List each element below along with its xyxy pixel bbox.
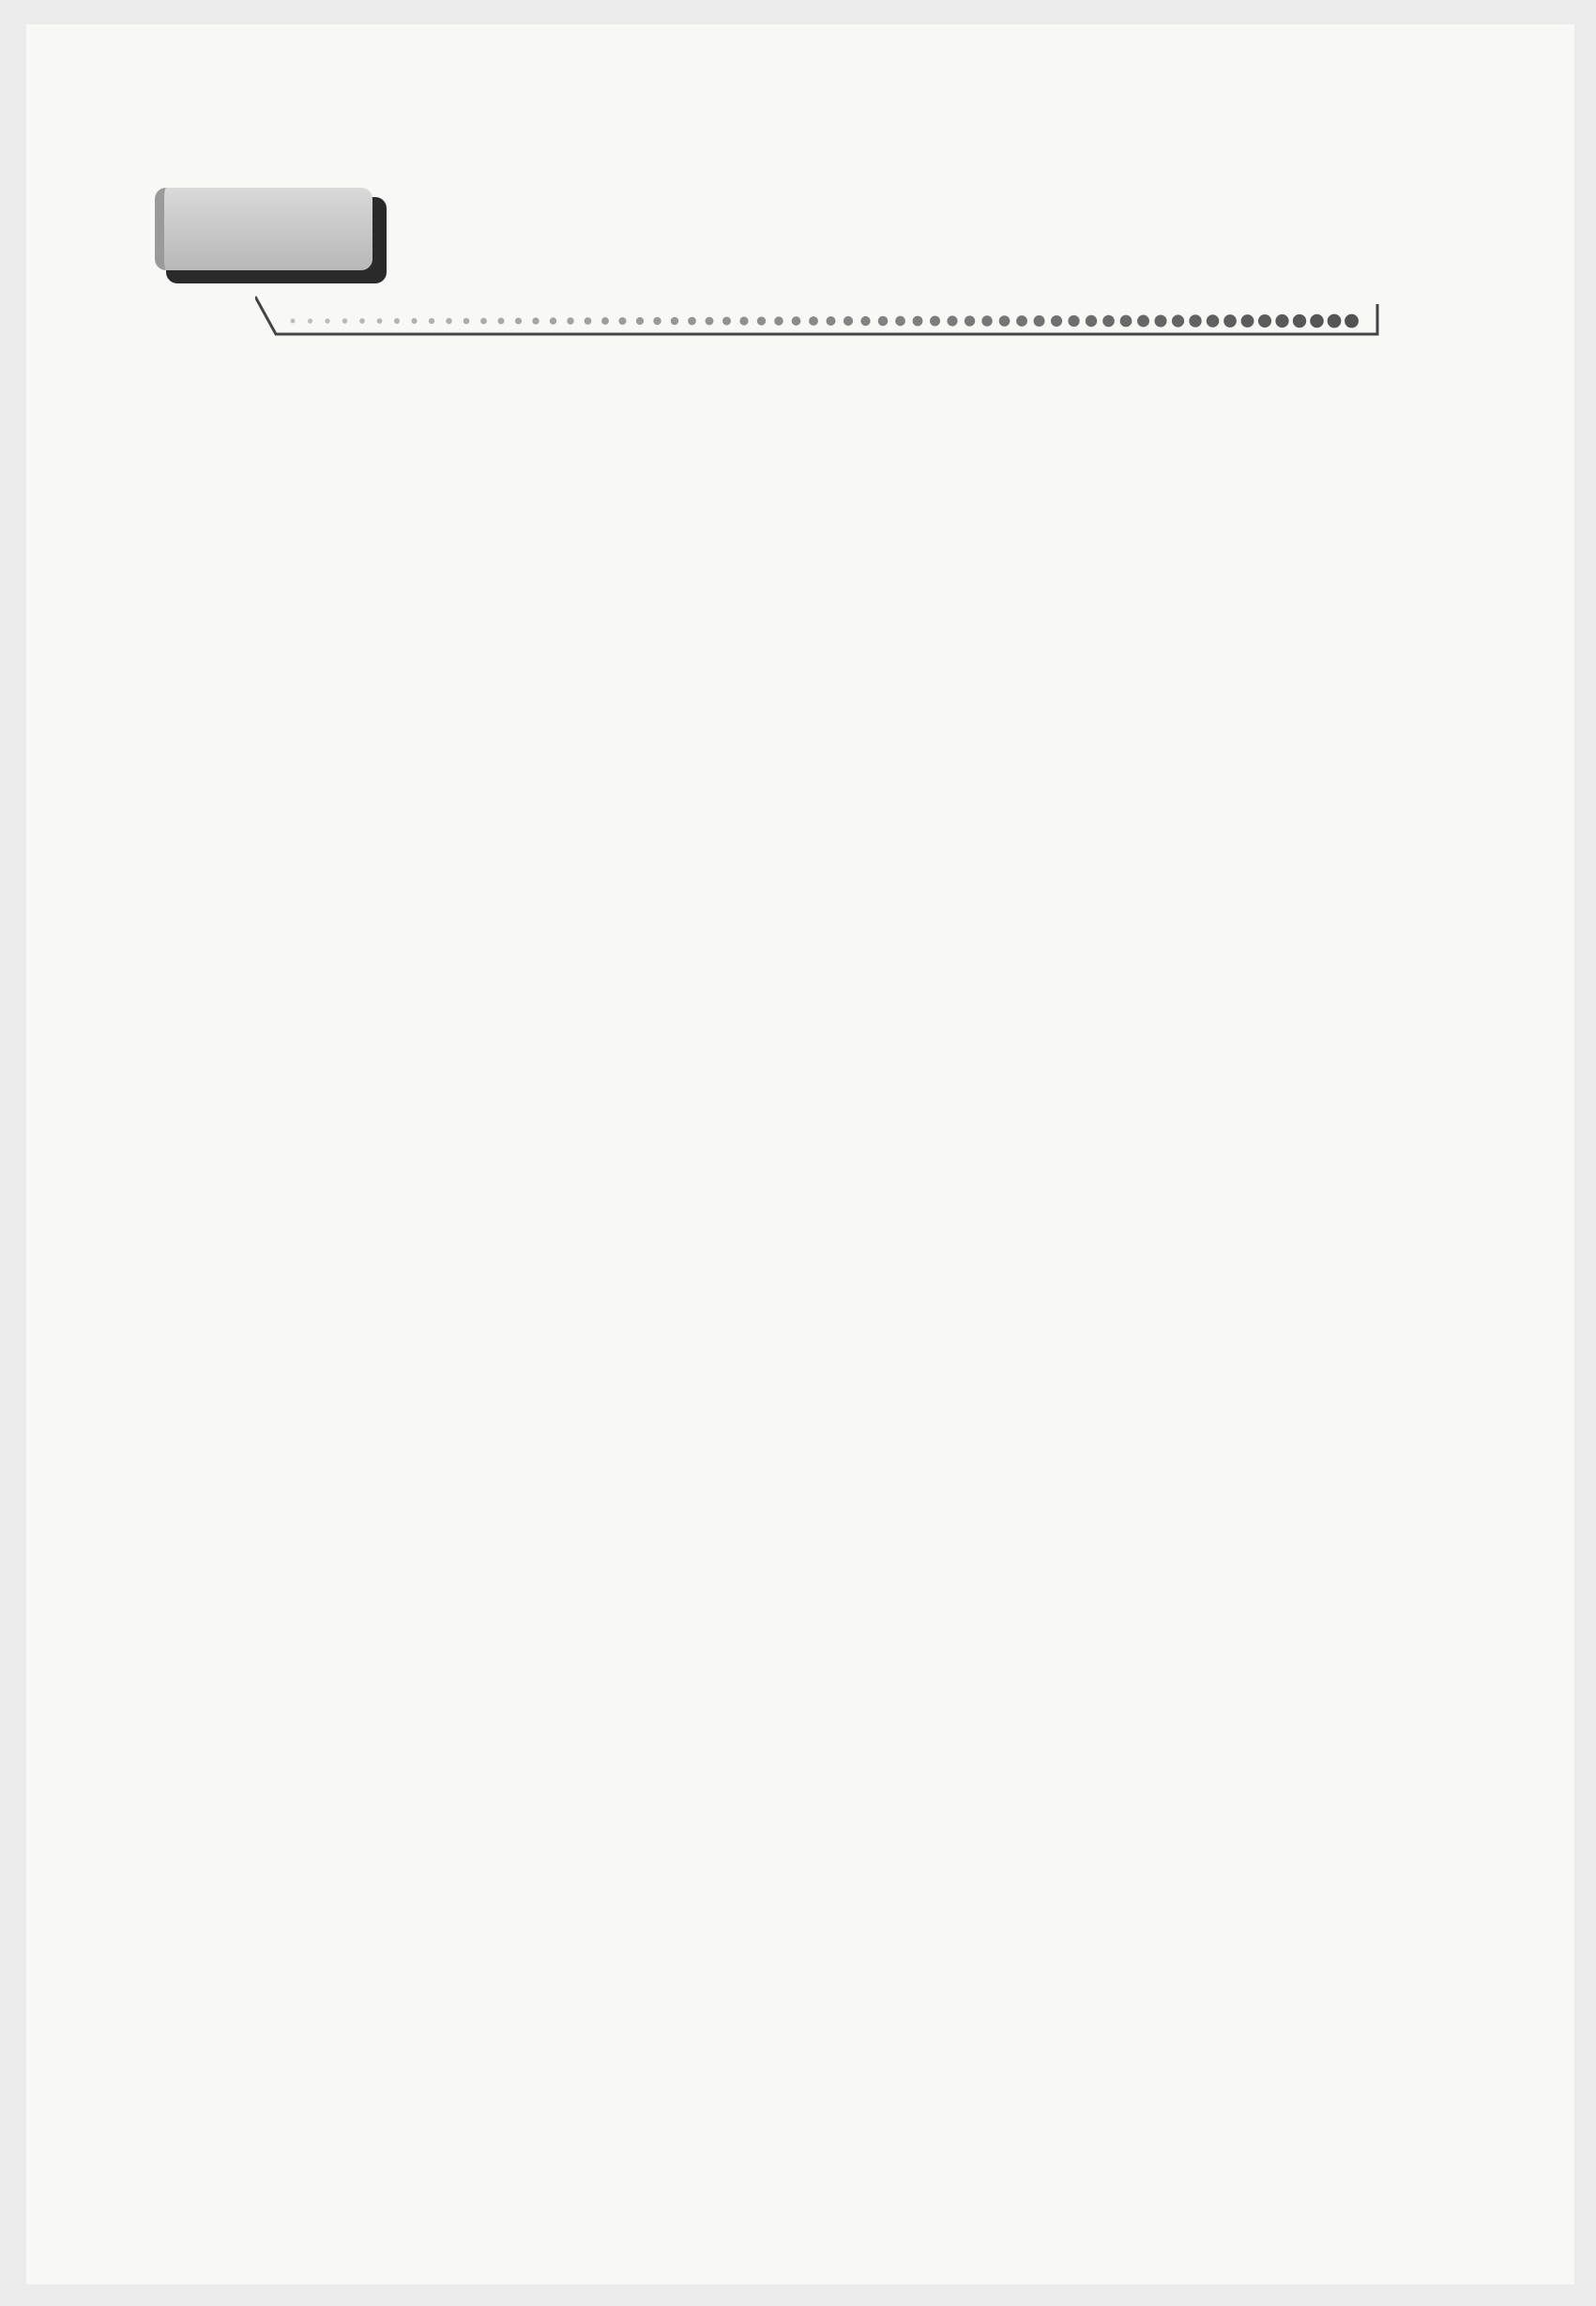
word-item [54,612,75,646]
divider-dot [1207,314,1220,328]
divider-dot [291,319,296,324]
divider-dot [325,318,329,323]
divider-dot [792,316,801,326]
page [26,24,1574,2284]
dotted-divider [255,291,1391,338]
divider-dot [1189,314,1201,327]
divider-dot [1137,315,1149,328]
divider-dot [464,318,470,325]
word-item [54,1319,75,1352]
divider-dot [1051,315,1062,327]
divider-dot [618,317,626,325]
word-item [835,729,856,763]
divider-dot [411,318,417,324]
word-item [54,1260,75,1293]
divider-dot [1241,314,1254,328]
divider-dot [498,318,505,325]
divider-dot [429,318,434,324]
divider-dot [653,317,661,325]
divider-dot [722,316,731,325]
word-item [835,1260,856,1293]
divider-dot [1172,314,1184,327]
divider-dot [1258,314,1271,328]
divider-dot [1310,314,1324,328]
divider-dot [827,316,836,326]
divider-dot [739,316,748,325]
divider-dot [636,317,644,325]
word-item [54,553,75,587]
divider-dot [895,316,905,327]
divider-dot [774,316,783,326]
word-item [835,1142,856,1176]
word-item [54,1201,75,1235]
word-item [835,671,856,705]
divider-dot [947,315,957,326]
divider-dot [878,316,888,326]
divider-dot [308,318,312,323]
divider-dot [394,318,400,324]
divider-dot [446,318,451,324]
divider-dot [585,317,592,325]
divider-dot [550,317,556,324]
divider-dot [860,316,870,326]
divider-dot [1154,314,1166,327]
divider-dot [757,316,766,325]
word-item [54,1083,75,1117]
word-item [54,965,75,999]
word-item [835,1024,856,1058]
divider-dot [688,317,696,326]
divider-dot [1086,315,1097,327]
divider-dot [601,317,609,325]
word-item [54,788,75,822]
divider-dot [809,316,818,326]
word-item [835,848,856,881]
divider-dot [1328,314,1342,328]
word-item [835,1083,856,1117]
divider-dot [359,318,365,324]
divider-dot [999,315,1011,327]
divider-dot [1034,315,1045,327]
divider-dot [1293,314,1306,328]
divider-dot [671,317,679,326]
divider-dot [706,317,714,326]
divider-dot [1224,314,1237,328]
divider-dot [342,318,347,323]
divider-dot [965,315,975,326]
divider-dot [1345,314,1359,328]
divider-dot [1102,315,1115,328]
word-item [835,788,856,822]
word-item [54,495,96,528]
divider-dot [981,315,992,326]
word-item [54,671,75,705]
divider-dot [377,318,383,324]
divider-dot [930,316,940,327]
unit-badge [155,188,385,282]
word-item [835,1201,856,1235]
divider-dot [1068,315,1079,327]
word-item [54,1142,75,1176]
word-item [54,729,75,763]
divider-dot [913,316,923,327]
word-item [835,612,856,646]
word-item [835,1319,856,1352]
divider-dot [1120,315,1132,328]
word-item [54,1024,75,1058]
divider-dot [1016,315,1027,327]
divider-dot [515,317,522,324]
word-item [835,495,856,528]
divider-dot [844,316,853,326]
word-item [835,553,856,587]
divider-dot [480,318,487,325]
divider-dot [1275,314,1288,328]
word-item [54,906,75,939]
divider-dot [567,317,574,325]
word-item [54,848,75,881]
divider-dot [532,317,539,324]
